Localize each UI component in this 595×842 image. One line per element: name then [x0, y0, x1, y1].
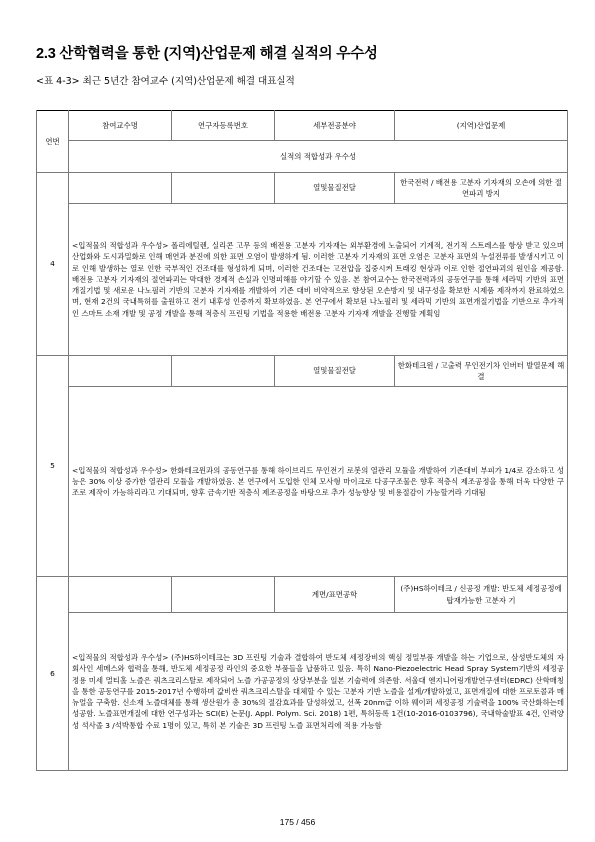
header-professor: 참여교수명	[69, 111, 172, 141]
problem-cell: 한화테크윈 / 고출력 무인전기차 인버터 발열문제 해결	[395, 356, 568, 387]
table-caption: <표 4-3> 최근 5년간 참여교수 (지역)산업문제 해결 대표실적	[36, 76, 295, 87]
table-row-detail	[37, 387, 568, 577]
achievement-table	[36, 110, 568, 771]
professor-cell	[69, 577, 172, 613]
header-researcher-id: 연구자등록번호	[172, 111, 275, 141]
page-number: 175 / 456	[279, 817, 316, 827]
page-title: 2.3 산학협력을 통한 (지역)산업문제 해결 실적의 우수성	[36, 46, 378, 62]
row-no: 4	[37, 173, 69, 356]
table-row	[37, 356, 568, 387]
table-row	[37, 173, 568, 204]
table-row-detail	[37, 204, 568, 356]
header-problem: (지역)산업문제	[395, 111, 568, 141]
field-cell: 열및물질전달	[275, 356, 395, 387]
achievement-description: <입적물의 적합성과 우수성> 폴리에틸렌, 실리콘 고무 등의 배전용 고분자 기자재는 외부환경에 노출되어 기계적, 전기적 스트레스를 항상 받고 있으며 산업화와 도시과밀화로 인해 매연과 분진에 의한 표면 오염이 발생하게 됨. 이러한 고분자 기자재의 표면 오염은 고분자 표면의 누설전류를 발생시키고 이로 인해 발생하는 열로 인한 국부적인 건조대를 형성하게 되며, 이러한 건조대는 고전압을 집중시켜 트래킹 현상과 이로 인한 절연파괴의 원인을 제공함. 배전용 고분자 기자재의 절연파괴는 막대한 경제적 손실과 인명피해를 야기할 수 있음. 본 참여교수는 한국전력과의 공동연구를 통해 세라믹 기반의 표면개질기법 및 새로운 나노필러 기반의 고분자 기자재를 개발하여 기존 대비 비약적으로 향상된 오손방지 및 내구성을 확보한 시제품 제작까지 완료하였으며, 현재 2건의 국내특허를 출원하고 전기 내후성 인증까지 확보하였음. 본 연구에서 확보된 나노필러 및 세라믹 기반의 표면개질기법을 기반으로 추가적인 스마트 소재 개발 및 공정 개발을 통해 적층식 프린팅 기법을 적용한 배전용 고분자 기자재 개발을 진행할 계획임	[69, 204, 568, 356]
row-no: 5	[37, 356, 69, 577]
problem-cell: (주)HS하이테크 / 신공정 개발: 반도체 세정공정에 탑재가능한 고분자 기	[395, 577, 568, 613]
row-no: 6	[37, 577, 69, 771]
achievement-description: <입적물의 적합성과 우수성> (주)HS하이테크는 3D 프린팅 기술과 결합하여 반도체 세정장비의 핵심 정밀부품 개발을 하는 기업으로, 삼성반도체의 자회사인 세메스와 협력을 통해, 반도체 세정공정 라인의 중요한 부품들을 납품하고 있음. 특히 Nano-Piezoelectric Head Spray System기반의 세정공정용 미세 멀티홀 노즐은 쿼츠크리스탈로 제작되어 노즐 가공공정의 상당부분을 일본 기술력에 의존함. 서울대 엔지니어링개발연구센터(EDRC) 산학매칭을 통한 공동연구를 2015-2017년 수행하며 값비싼 쿼츠크리스탈을 대체할 수 있는 고분자 기반 노즐을 설계/개발하였고, 표면개질에 대한 프로토콜과 매뉴얼을 구축함. 신소재 노즐대체를 통해 생산원가 총 30%의 절감효과를 달성하였고, 선폭 20nm급 이하 웨이퍼 세정공정 기술력을 100% 국산화하는데 성공함. 노즐표면개질에 대한 연구성과는 SCI(E) 논문(J. Appl. Polym. Sci. 2018) 1편, 특허등록 1건(10-2016-0103796), 국내학술발표 4건, 인력양성 석사졸 3 /석박통합 수료 1명이 있고, 특히 본 기술은 3D 프린팅 노즐 표면처리에 적용 가능함	[69, 613, 568, 771]
professor-cell	[69, 173, 172, 204]
field-cell: 계면/표면공학	[275, 577, 395, 613]
professor-cell	[69, 356, 172, 387]
researcher-id-cell	[172, 173, 275, 204]
table-row-detail	[37, 613, 568, 771]
problem-cell: 한국전력 / 배전용 고분자 기자재의 오손에 의한 절연파괴 방지	[395, 173, 568, 204]
header-field: 세부전공분야	[275, 111, 395, 141]
header-row	[37, 111, 568, 141]
header-row-sub	[37, 141, 568, 173]
table-row	[37, 577, 568, 613]
researcher-id-cell	[172, 577, 275, 613]
researcher-id-cell	[172, 356, 275, 387]
achievement-description: <입적물의 적합성과 우수성> 한화테크윈과의 공동연구를 통해 하이브리드 무인전기 로봇의 열관리 모듈을 개발하여 기존대비 부피가 1/4로 감소하고 성능은 30% 이상 증가한 열관리 모듈을 개발하였음. 본 연구에서 도입한 인체 모사형 마이크로 다공구조물은 향후 적층식 제조공정을 통해 더욱 다양한 구조로 제작이 가능하리라고 기대되며, 향후 금속기반 적층식 제조공정을 바탕으로 추가 성능향상 및 비용절감이 가능할거라 기대됨	[69, 387, 568, 577]
header-achievement: 실적의 적합성과 우수성	[69, 141, 568, 173]
header-no: 연번	[37, 111, 69, 173]
field-cell: 열및물질전달	[275, 173, 395, 204]
